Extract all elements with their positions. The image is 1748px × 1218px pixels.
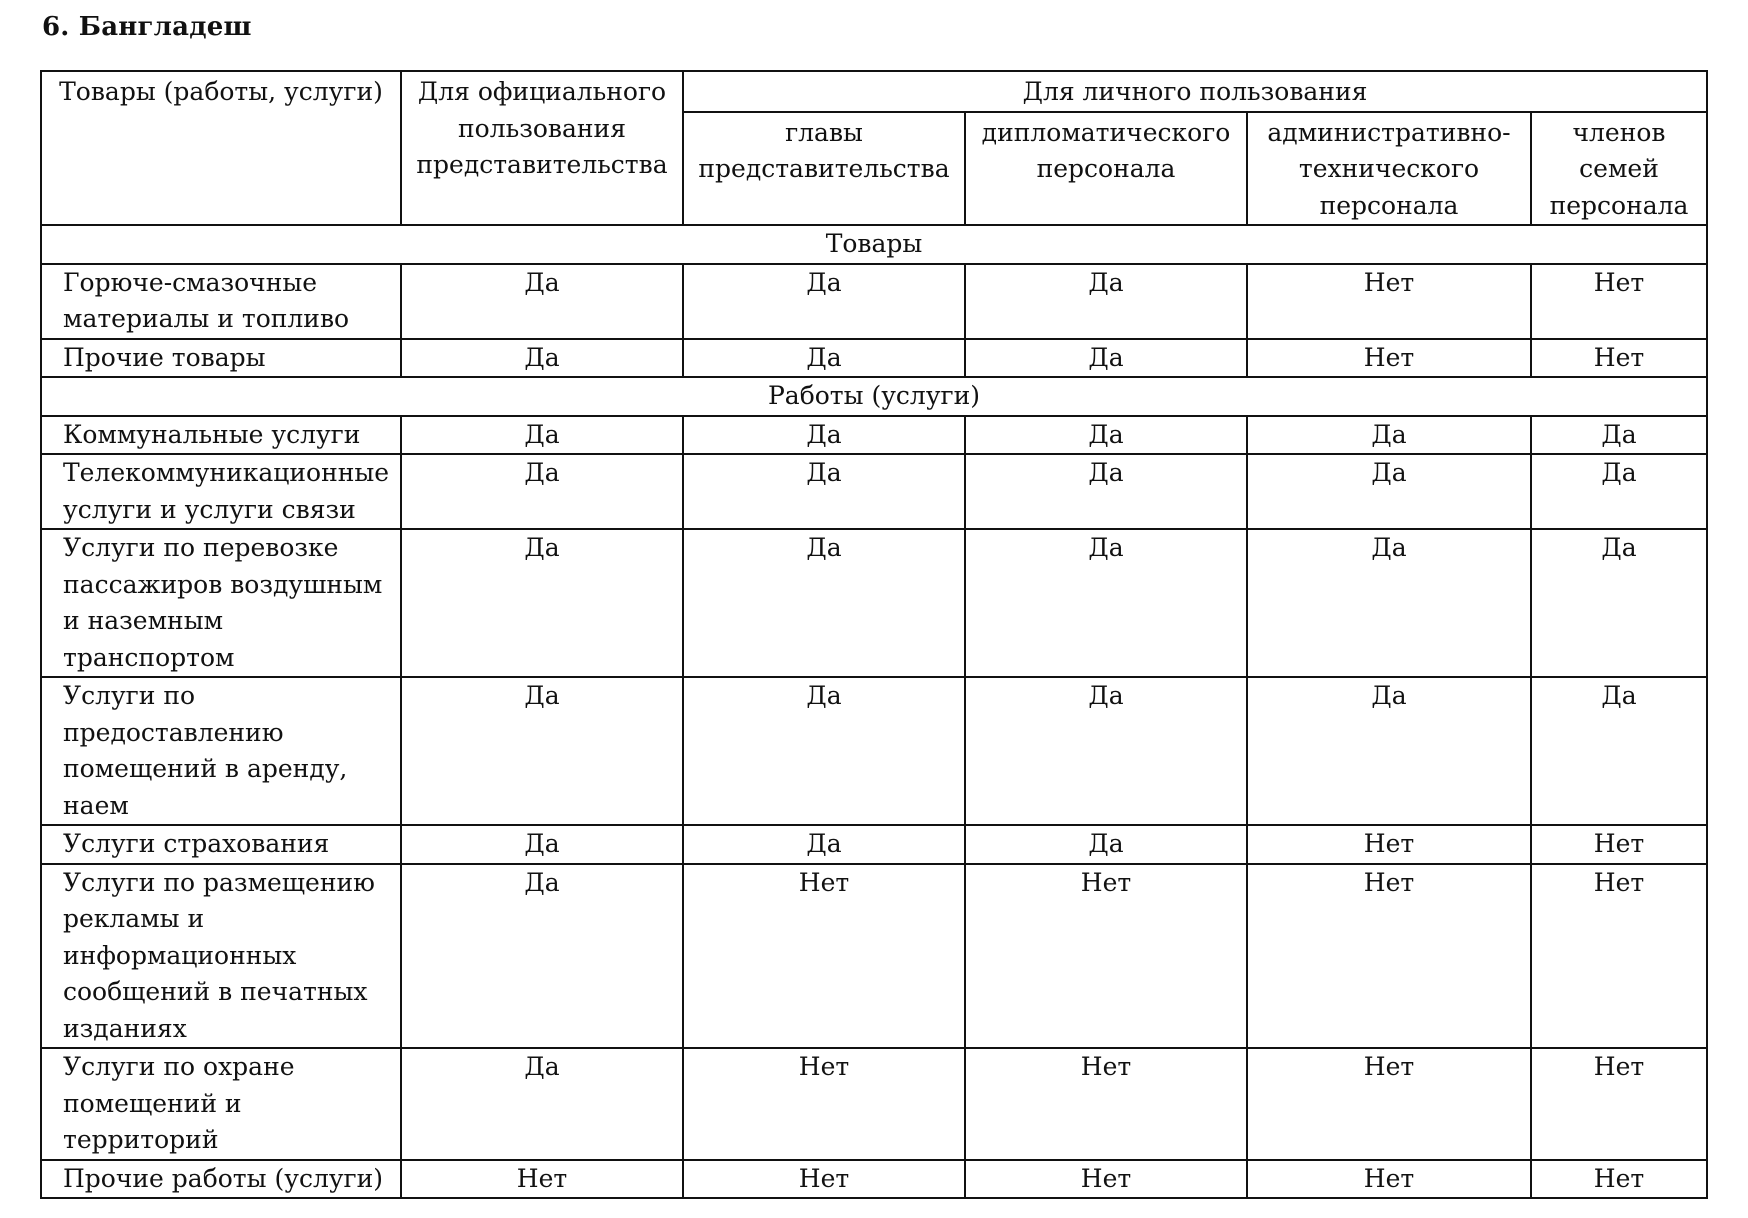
header-sub-col: дипломатического персонала <box>965 112 1247 226</box>
table-cell: Да <box>401 454 683 529</box>
section-row <box>41 225 1707 264</box>
table-cell: Да <box>1247 416 1531 455</box>
table-row <box>41 1160 1707 1199</box>
table-cell: Нет <box>1531 825 1707 864</box>
table-row <box>41 1048 1707 1160</box>
table-cell: Нет <box>1247 1160 1531 1199</box>
table-cell: Да <box>401 1048 683 1160</box>
table-cell: Да <box>965 677 1247 825</box>
table-cell: Да <box>965 339 1247 378</box>
table-cell: Да <box>401 677 683 825</box>
table-cell: Да <box>683 677 965 825</box>
table-cell: Да <box>1247 677 1531 825</box>
table-cell: Да <box>965 825 1247 864</box>
table-cell: Нет <box>401 1160 683 1199</box>
row-label: Услуги по размещению рекламы и информационных сообщений в печатных изданиях <box>41 864 401 1049</box>
table-cell: Нет <box>1247 264 1531 339</box>
table-cell: Да <box>1531 677 1707 825</box>
row-label: Коммунальные услуги <box>41 416 401 455</box>
table-cell: Нет <box>1247 825 1531 864</box>
table-cell: Да <box>683 529 965 677</box>
row-label: Услуги по перевозке пассажиров воздушным и наземным транспортом <box>41 529 401 677</box>
table-cell: Нет <box>1531 264 1707 339</box>
table-cell: Да <box>401 864 683 1049</box>
table-cell: Нет <box>1247 864 1531 1049</box>
table-row <box>41 264 1707 339</box>
header-goods-col: Товары (работы, услуги) <box>41 71 401 225</box>
table-cell: Нет <box>683 1160 965 1199</box>
header-sub-col: главы представительства <box>683 112 965 226</box>
row-label: Прочие работы (услуги) <box>41 1160 401 1199</box>
table-cell: Нет <box>965 1048 1247 1160</box>
table-cell: Нет <box>965 864 1247 1049</box>
table-cell: Да <box>965 529 1247 677</box>
table-row <box>41 864 1707 1049</box>
section-row <box>41 377 1707 416</box>
table-row <box>41 825 1707 864</box>
table-cell: Нет <box>683 864 965 1049</box>
table-cell: Да <box>1531 529 1707 677</box>
table-cell: Да <box>683 825 965 864</box>
table-cell: Нет <box>1531 339 1707 378</box>
row-label: Услуги по предоставлению помещений в аренду, наем <box>41 677 401 825</box>
table-row <box>41 416 1707 455</box>
row-label: Горюче-смазочные материалы и топливо <box>41 264 401 339</box>
table-cell: Нет <box>1531 1048 1707 1160</box>
header-official-col: Для официального пользования представительства <box>401 71 683 225</box>
table-cell: Да <box>401 529 683 677</box>
table-cell: Да <box>683 416 965 455</box>
table-cell: Нет <box>1531 864 1707 1049</box>
table-cell: Да <box>1247 529 1531 677</box>
header-sub-col: членов семей персонала <box>1531 112 1707 226</box>
table-cell: Да <box>683 339 965 378</box>
table-cell: Да <box>965 416 1247 455</box>
row-label: Прочие товары <box>41 339 401 378</box>
table-row <box>41 339 1707 378</box>
table-cell: Нет <box>683 1048 965 1160</box>
table-cell: Да <box>965 264 1247 339</box>
table-cell: Да <box>965 454 1247 529</box>
header-row <box>41 71 1707 112</box>
table-cell: Да <box>401 825 683 864</box>
table-cell: Да <box>401 264 683 339</box>
table-cell: Да <box>401 339 683 378</box>
table-cell: Да <box>683 264 965 339</box>
table-cell: Нет <box>1247 339 1531 378</box>
table-cell: Нет <box>1531 1160 1707 1199</box>
table-row <box>41 677 1707 825</box>
row-label: Услуги по охране помещений и территорий <box>41 1048 401 1160</box>
header-personal-group: Для личного пользования <box>683 71 1707 112</box>
table-cell: Да <box>1247 454 1531 529</box>
row-label: Услуги страхования <box>41 825 401 864</box>
table-cell: Да <box>1531 454 1707 529</box>
table-cell: Да <box>401 416 683 455</box>
section-title: Товары <box>41 225 1707 264</box>
page-title: 6. Бангладеш <box>42 12 252 42</box>
table-cell: Да <box>1531 416 1707 455</box>
header-sub-col: административно-технического персонала <box>1247 112 1531 226</box>
table-row <box>41 529 1707 677</box>
table-cell: Нет <box>965 1160 1247 1199</box>
table-cell: Да <box>683 454 965 529</box>
section-title: Работы (услуги) <box>41 377 1707 416</box>
table-cell: Нет <box>1247 1048 1531 1160</box>
table-row <box>41 454 1707 529</box>
privileges-table <box>40 70 1708 1199</box>
row-label: Телекоммуникационные услуги и услуги связи <box>41 454 401 529</box>
